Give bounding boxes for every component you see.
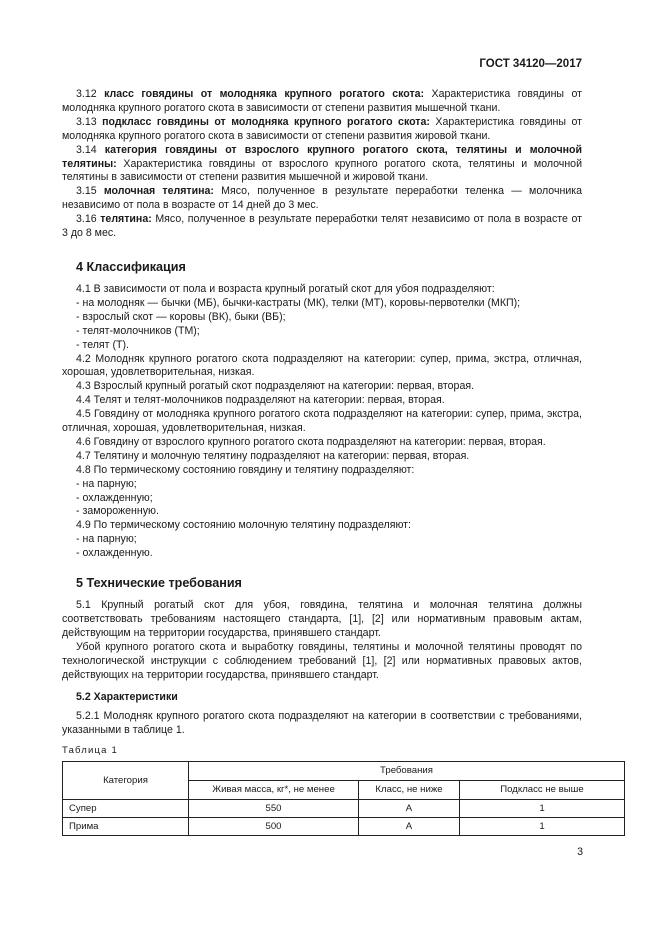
- cell-category: Супер: [63, 800, 189, 818]
- def-num: 3.16: [76, 213, 97, 226]
- def-num: 3.13: [76, 115, 97, 128]
- document-code: ГОСТ 34120—2017: [479, 58, 582, 70]
- table-caption: Таблица 1: [62, 745, 118, 757]
- paragraph: 4.9 По термическому состоянию молочную телятину подразделяют:: [76, 519, 411, 532]
- def-term: подкласс говядины от молодняка крупного рогатого скота:: [102, 115, 430, 128]
- def-num: 3.12: [76, 88, 97, 100]
- paragraph: 4.4 Телят и телят-молочников подразделяют на категории: первая, вторая.: [76, 394, 445, 407]
- def-term: молочная телятина:: [103, 185, 214, 198]
- def-text: Мясо, полученное в результате переработки телят независимо от пола в возрасте от 3 до 8 мес.: [62, 213, 582, 240]
- page-body: [62, 88, 582, 836]
- paragraph: 4.5 Говядину от молодняка крупного рогатого скота подразделяют на категории: супер, прима, экстра, отличная, хорошая, удовлетворительная, низкая.: [62, 408, 582, 435]
- paragraph-5-2-1: 5.2.1 Молодняк крупного рогатого скота подразделяют на категории в соответствии с требованиями, указанными в таблице 1.: [62, 710, 582, 737]
- cell-mass: 500: [189, 818, 359, 836]
- table-row: [63, 818, 625, 836]
- col-mass-header: Живая масса, кг*, не менее: [189, 781, 359, 800]
- def-text: Характеристика говядины от взрослого крупного рогатого скота, телятины и молочной телятины в зависимости от степени развития мышечной и жировой ткани.: [62, 157, 582, 184]
- paragraph: 4.6 Говядину от взрослого крупного рогатого скота подразделяют на категории: первая, вторая.: [76, 435, 546, 448]
- list-item: - на парную;: [76, 533, 137, 546]
- paragraph-5-1: 5.1 Крупный рогатый скот для убоя, говядина, телятина и молочная телятина должны соответствовать требованиям настоящего стандарта, [1], [2] или нормативным правовым актам, действующим на территории государства, принявшего стандарт.: [62, 599, 582, 639]
- def-term: телятина:: [100, 213, 152, 226]
- section-5-heading: 5 Технические требования: [76, 576, 242, 591]
- list-item: - охлажденную.: [76, 547, 153, 560]
- paragraph: 4.3 Взрослый крупный рогатый скот подразделяют на категории: первая, вторая.: [76, 380, 475, 393]
- list-item: - замороженную.: [76, 505, 159, 518]
- def-num: 3.15: [76, 185, 97, 198]
- page-number: 3: [577, 846, 583, 858]
- cell-subclass: 1: [460, 818, 625, 836]
- paragraph: 4.8 По термическому состоянию говядину и телятину подразделяют:: [76, 463, 415, 476]
- col-group-header: Требования: [189, 762, 625, 781]
- paragraph: 4.1 В зависимости от пола и возраста крупный рогатый скот для убоя подразделяют:: [76, 282, 495, 295]
- def-text: Характеристика говядины от молодняка крупного рогатого скота в зависимости от степени развития жировой ткани.: [62, 115, 582, 142]
- subsection-5-2-heading: 5.2 Характеристики: [76, 690, 178, 703]
- cell-subclass: 1: [460, 800, 625, 818]
- def-num: 3.14: [76, 143, 97, 156]
- col-category-header: Категория: [63, 762, 189, 800]
- requirements-table: [62, 761, 625, 836]
- table-header-row: [63, 762, 625, 781]
- cell-class: А: [359, 818, 460, 836]
- list-item: - телят-молочников (ТМ);: [76, 324, 200, 337]
- section-4-heading: 4 Классификация: [76, 259, 186, 274]
- table-row: [63, 800, 625, 818]
- paragraph: 4.7 Телятину и молочную телятину подразделяют на категории: первая, вторая.: [76, 449, 470, 462]
- definitions: [62, 88, 582, 241]
- section-4-body: [62, 283, 582, 561]
- definition-3-15: [62, 185, 582, 213]
- list-item: - на парную;: [76, 477, 137, 490]
- def-term: категория говядины от взрослого крупного рогатого скота, телятины и молочной телятины:: [62, 143, 582, 170]
- list-item: - телят (Т).: [76, 338, 129, 351]
- paragraph: 4.2 Молодняк крупного рогатого скота подразделяют на категории: супер, прима, экстра, отличная, хорошая, удовлетворительная, низкая.: [62, 352, 582, 379]
- col-class-header: Класс, не ниже: [359, 781, 460, 800]
- definition-3-14: [62, 144, 582, 186]
- list-item: - охлажденную;: [76, 491, 153, 504]
- definition-3-12: [62, 88, 582, 116]
- def-text: Мясо, полученное в результате переработки теленка — молочника независимо от пола в возрасте от 14 дней до 3 мес.: [62, 185, 582, 212]
- def-text: Характеристика говядины от молодняка крупного рогатого скота в зависимости от степени развития мышечной ткани.: [62, 88, 582, 114]
- list-item: - на молодняк — бычки (МБ), бычки-кастраты (МК), телки (МТ), коровы-первотелки (МКП);: [76, 296, 521, 309]
- definition-3-16: [62, 213, 582, 241]
- cell-category: Прима: [63, 818, 189, 836]
- cell-class: А: [359, 800, 460, 818]
- col-subclass-header: Подкласс не выше: [460, 781, 625, 800]
- cell-mass: 550: [189, 800, 359, 818]
- paragraph-5-1-b: Убой крупного рогатого скота и выработку говядины, телятины и молочной телятины проводят по технологической инструкции с соблюдением требований [1], [2] или нормативных правовых актов, действующих на территории государства, принявшего стандарт.: [62, 640, 582, 681]
- list-item: - взрослый скот — коровы (ВК), быки (ВБ);: [76, 310, 286, 323]
- definition-3-13: [62, 116, 582, 144]
- def-term: класс говядины от молодняка крупного рогатого скота:: [104, 88, 425, 100]
